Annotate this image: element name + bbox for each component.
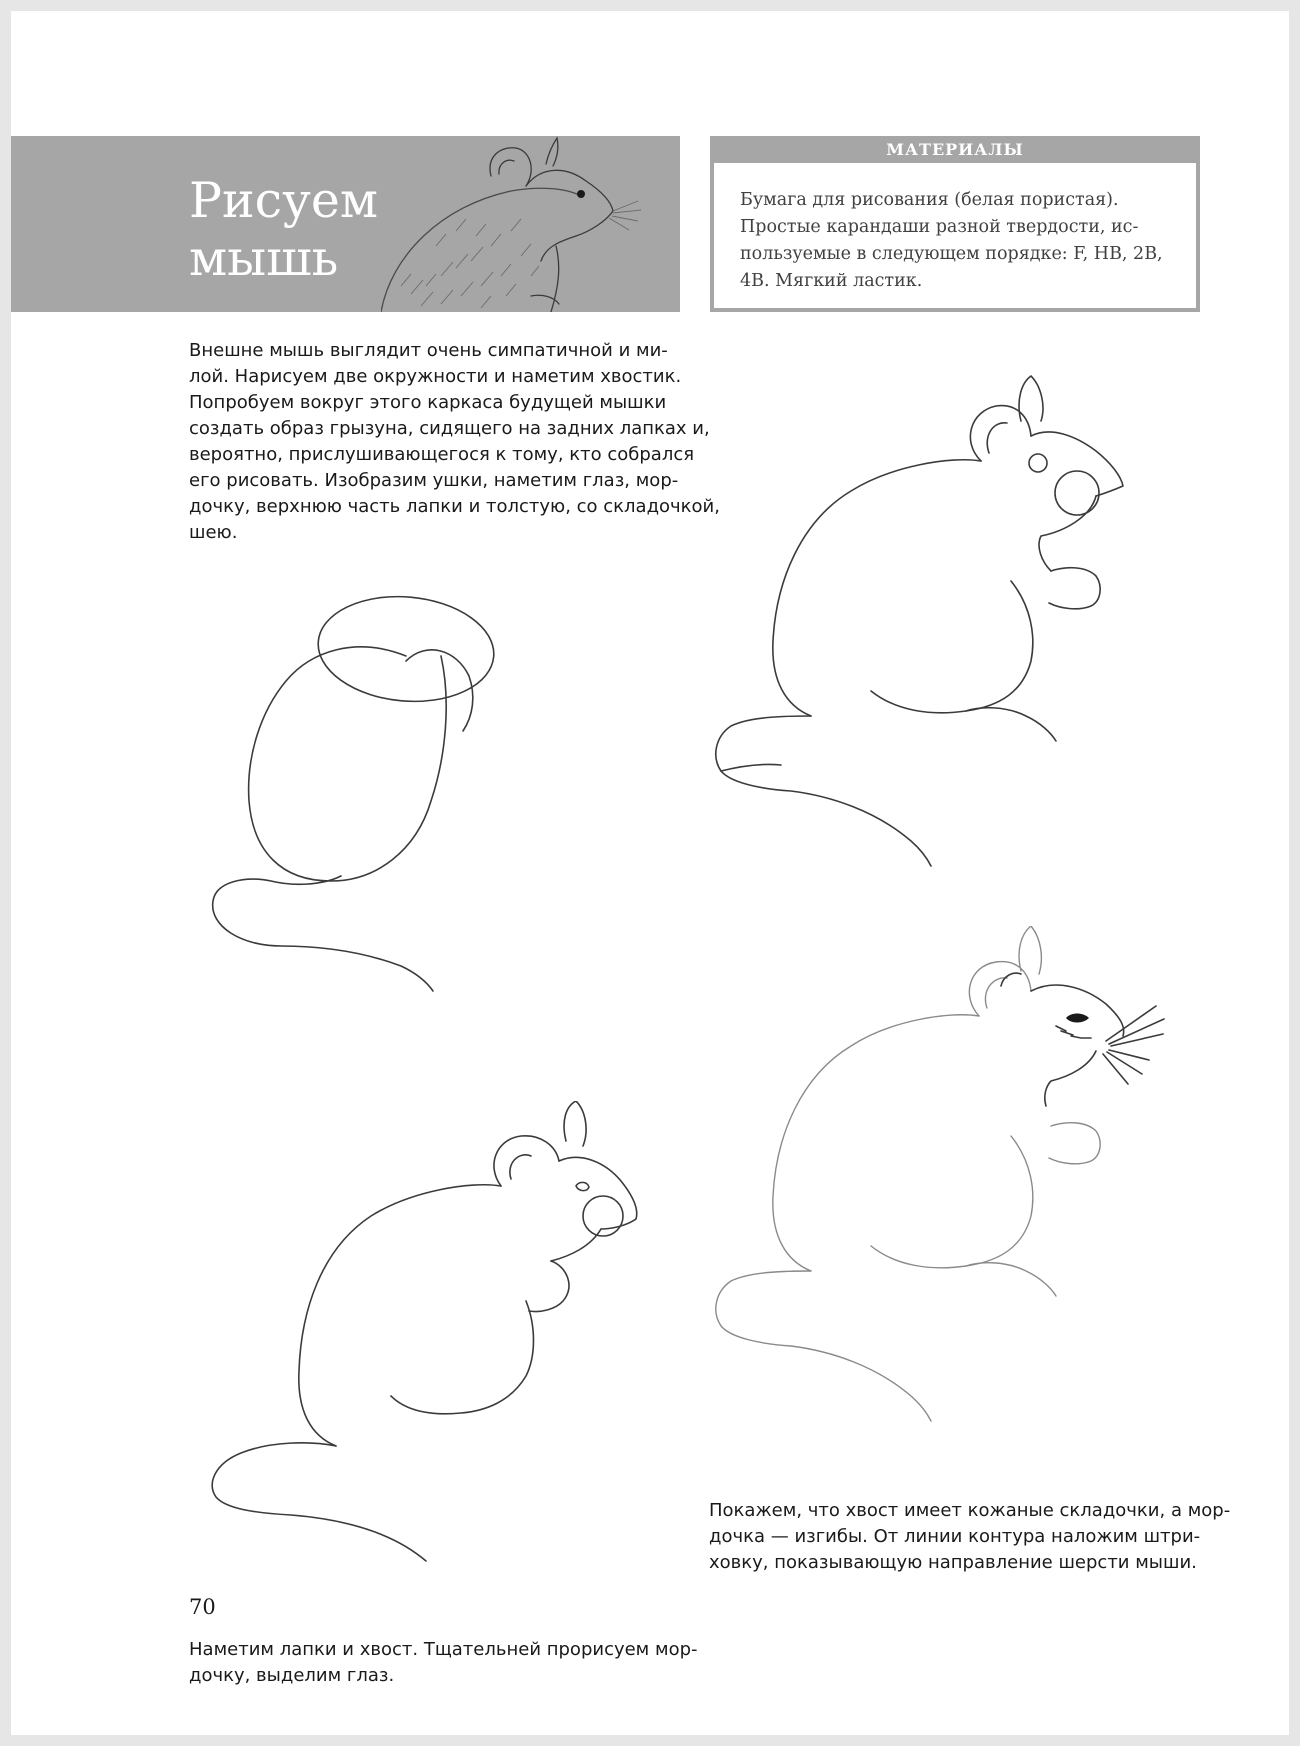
caption-right-line: ховку, показывающую направление шерсти мыши.: [709, 1552, 1197, 1573]
materials-line: Простые карандаши разной твердости, ис-: [740, 217, 1139, 237]
materials-text: [714, 163, 1196, 295]
intro-line: вероятно, прислушивающегося к тому, кто собрался: [189, 444, 695, 465]
intro-line: лой. Нарисуем две окружности и наметим хвостик.: [189, 366, 682, 387]
materials-box: [710, 136, 1200, 312]
materials-line: Бумага для рисования (белая пористая).: [740, 190, 1119, 210]
sketch-step-1: [201, 581, 681, 1041]
title-band: [11, 136, 680, 312]
intro-line: создать образ грызуна, сидящего на задних лапках и,: [189, 418, 710, 439]
materials-line: 4B. Мягкий ластик.: [740, 271, 923, 291]
intro-line: шею.: [189, 522, 238, 543]
sketch-step-4: [711, 926, 1211, 1426]
caption-left-line: Наметим лапки и хвост. Тщательней прорисуем мор-: [189, 1639, 698, 1660]
intro-line: Попробуем вокруг этого каркаса будущей мышки: [189, 392, 667, 413]
step-3-caption: [189, 1637, 698, 1689]
book-page: [11, 11, 1289, 1735]
caption-right-line: Покажем, что хвост имеет кожаные складочки, а мор-: [709, 1500, 1231, 1521]
intro-line: Внешне мышь выглядит очень симпатичной и ми-: [189, 340, 668, 361]
step-4-caption: [709, 1498, 1231, 1576]
caption-right-line: дочка — изгибы. От линии контура наложим штри-: [709, 1526, 1201, 1547]
intro-line: его рисовать. Изобразим ушки, наметим глаз, мор-: [189, 470, 679, 491]
page-number: 70: [189, 1595, 216, 1619]
sketch-step-2: [711, 371, 1191, 891]
materials-heading: МАТЕРИАЛЫ: [710, 136, 1200, 163]
materials-line: пользуемые в следующем порядке: F, HB, 2B,: [740, 244, 1163, 264]
intro-line: дочку, верхнюю часть лапки и толстую, со складочкой,: [189, 496, 720, 517]
page-title: [189, 172, 378, 288]
title-line-1: Рисуем: [189, 172, 379, 229]
caption-left-line: дочку, выделим глаз.: [189, 1665, 395, 1686]
mouse-illustration-thumbnail: [381, 136, 680, 312]
intro-paragraph: [189, 338, 720, 546]
title-line-2: мышь: [189, 230, 339, 287]
sketch-step-3: [201, 1101, 681, 1601]
